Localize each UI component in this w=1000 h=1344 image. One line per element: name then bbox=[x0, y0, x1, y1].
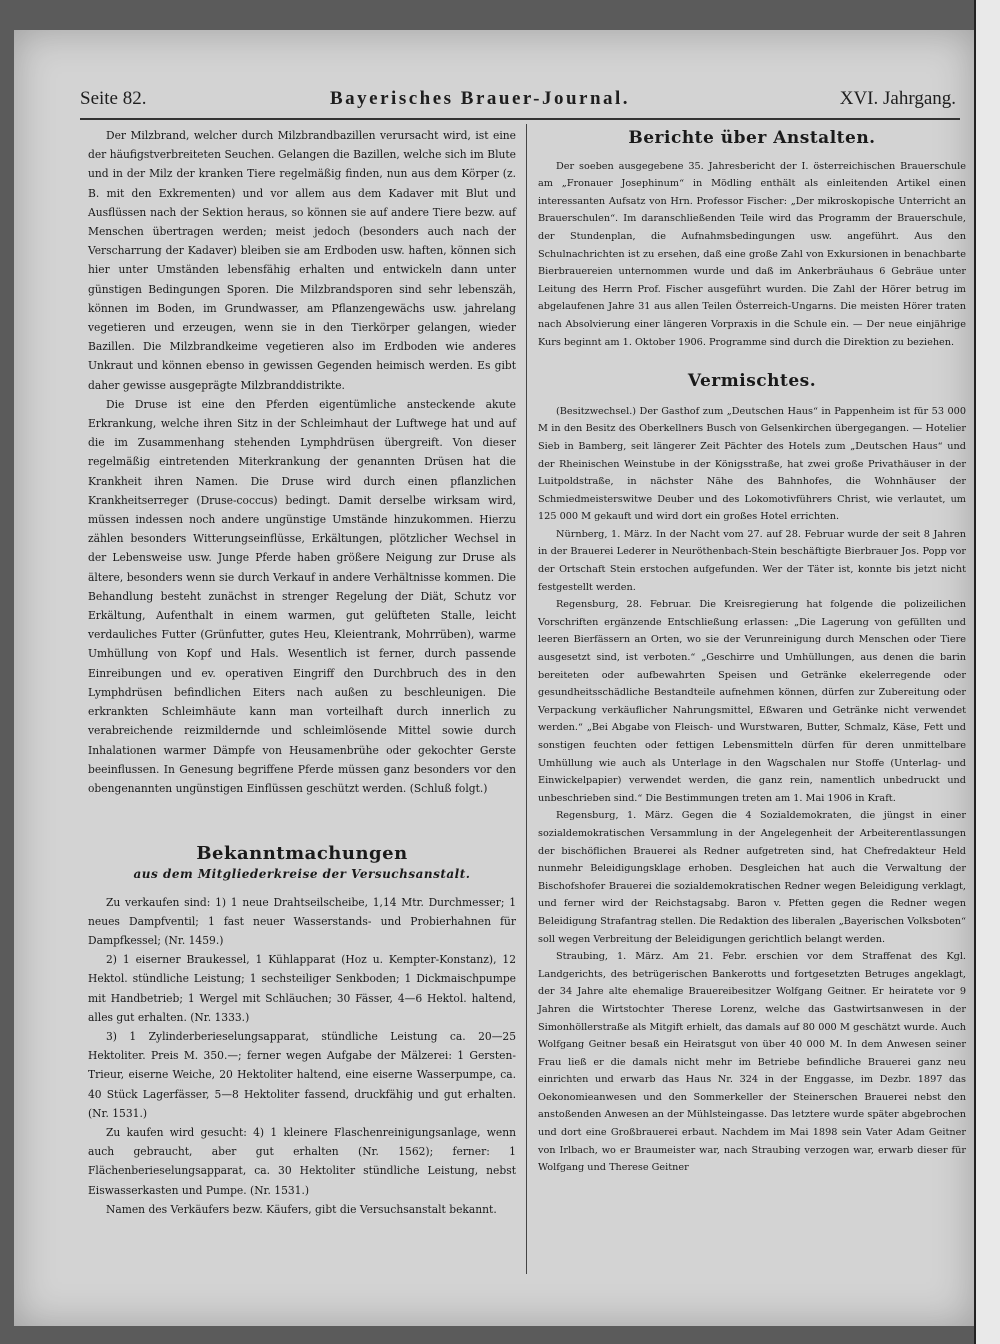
notice-item: Zu verkaufen sind: 1) 1 neue Drahtseilscheibe, 1,14 Mtr. Durchmesser; 1 neues Dampfventil; 1 fast neuer Wasserstands- und Probierhahnen für Dampfkessel; (Nr. 1459.) bbox=[88, 895, 516, 947]
article-paragraph: Die Druse ist eine den Pferden eigentümliche ansteckende akute Erkrankung, welche ihren Sitz in der Schleimhaut der Luftwege hat und auf die im Zusammenhang stehenden Lymphdrüsen übergreift. Von dieser regelmäßig eintretenden Miterkrankung der genannten Drüsen hat die Krankheit ihren Namen. Die Druse wird durch einen pflanzlichen Krankheitserreger (Druse-coccus) bedingt. Damit derselbe wirksam wird, müssen indessen noch andere ungünstige Umstände hinzukommen. Hierzu zählen besonders Witterungseinflüsse, Erkältungen, plötzlicher Wechsel in der Lebensweise usw. Junge Pferde haben größere Neigung zur Druse als ältere, besonders wenn sie durch Verkauf in andere Verhältnisse kommen. Die Behandlung besteht zunächst in strenger Regelung der Diät, Schutz vor Erkältung, Aufenthalt in einem warmen, gut gelüfteten Stalle, leicht verdauliches Futter (Grünfutter, gutes Heu, Kleientrank, Mohrrüben), warme Umhüllung von Kopf und Hals. Wesentlich ist ferner, durch passende Einreibungen und ev. operativen Eingriff den Durchbruch des in den Lymphdrüsen befindlichen Eiters nach außen zu beschleunigen. Die erkrankten Schleimhäute kann man vorteilhaft durch innerlich zu verabreichende reizmildernde und schleimlösende Mittel sowie durch Inhalationen warmer Dämpfe von Heusamenbrühe oder gekochter Gerste beeinflussen. In Genesung begriffene Pferde müssen ganz besonders vor den obengenannten ungünstigen Einflüssen geschützt werden. (Schluß folgt.) bbox=[88, 397, 516, 795]
left-column bbox=[88, 126, 516, 1219]
reports-heading: Berichte über Anstalten. bbox=[628, 128, 876, 148]
header-rule bbox=[80, 118, 960, 120]
misc-item: (Besitzwechsel.) Der Gasthof zum „Deutschen Haus“ in Pappenheim ist für 53 000 M in den Besitz des Oberkellners Busch von Gelsenkirchen übergegangen. — Hotelier Sieb in Bamberg, seit längerer Zeit Pächter des Hotels zum „Deutschen Haus“ und der Rheinischen Weinstube in der Königsstraße, hat zwei große Privathäuser in der Luitpoldstraße, in nächster Nähe des Bahnhofes, die Wohnhäuser der Schmiedmeisterswitwe Deuber und des Lokomotivführers Christ, wie verlautet, um 125 000 M gekauft und wird dort ein großes Hotel errichten. bbox=[538, 405, 966, 523]
misc-item: Regensburg, 28. Februar. Die Kreisregierung hat folgende die polizeilichen Vorschriften ergänzende Entschließung erlassen: „Die Lagerung von gefüllten und leeren Bierfässern an Orten, wo sie der Verunreinigung durch Menschen oder Tiere ausgesetzt sind, ist verboten.“ „Geschirre und Umhüllungen, aus denen die barin bereiteten oder aufbewahrten Speisen und Getränke ekelerregende oder gesundheitsschädliche Bestandteile aufnehmen können, dürfen zur Zubereitung oder Verpackung verkäuflicher Nahrungsmittel, Eßwaren und Getränke nicht verwendet werden.“ „Bei Abgabe von Fleisch- und Wurstwaren, Butter, Schmalz, Käse, Fett und sonstigen feuchten oder fettigen Lebensmitteln dürfen für deren unmittelbare Umhüllung wie auch als Unterlage in den Wagschalen nur Stoffe (Unterlag- und Einwickelpapier) verwendet werden, die ganz rein, namentlich unbedruckt und unbeschrieben sind.“ Die Bestimmungen treten am 1. Mai 1906 in Kraft. bbox=[538, 599, 966, 804]
volume-label: XVI. Jahrgang. bbox=[839, 88, 956, 109]
notices-heading: Bekanntmachungen bbox=[196, 843, 408, 865]
column-divider bbox=[526, 124, 527, 1274]
misc-item: Nürnberg, 1. März. In der Nacht vom 27. auf 28. Februar wurde der seit 8 Jahren in der Brauerei Lederer in Neuröthenbach-Stein beschäftigte Bierbrauer Jos. Popp vor der Ortschaft Stein erstochen aufgefunden. Wer der Täter ist, konnte bis jetzt nicht festgestellt werden. bbox=[538, 528, 966, 593]
misc-heading: Vermischtes. bbox=[687, 371, 817, 392]
adjacent-page-edge bbox=[974, 0, 1000, 1344]
article-paragraph: Der Milzbrand, welcher durch Milzbrandbazillen verursacht wird, ist eine der häufigstverbreiteten Seuchen. Gelangen die Bazillen, welche sich im Blute und in der Milz der kranken Tiere regelmäßig finden, nun aus dem Körper (z. B. mit den Exkrementen) und vor allem aus dem Kadaver mit Blut und Ausflüssen nach der Sektion heraus, so können sie auf andere Tiere bezw. auf Menschen übertragen werden; meist jedoch (besonders auch nach der Verscharrung der Kadaver) bleiben sie am Erdboden usw. haften, können sich hier unter Umständen lebensfähig erhalten und entwickeln dann unter günstigen Bedingungen Sporen. Die Milzbrandsporen sind sehr lebenszäh, können im Boden, im Grundwasser, am Pflanzengewächs usw. jahrelang vegetieren und erzeugen, wenn sie in den Tierkörper gelangen, wieder Bazillen. Die Milzbrandkeime vegetieren also im Erdboden wie anderes Unkraut und können ebenso in gewissen Gegenden heimisch werden. Es gibt daher gewisse ausgeprägte Milzbranddistrikte. bbox=[88, 129, 516, 392]
misc-item: Straubing, 1. März. Am 21. Febr. erschien vor dem Straffenat des Kgl. Landgerichts, des betrügerischen Bankerotts und fortgesetzten Betruges angeklagt, der 34 Jahre alte ehemalige Brauereibesitzer Wolfgang Geitner. Er heiratete vor 9 Jahren die Wirtstochter Therese Lorenz, welche das Gastwirtsanwesen in der Simonhöllerstraße als Mitgift erhielt, das damals auf 80 000 M geschätzt wurde. Auch Wolfgang Geitner besaß ein Heiratsgut von über 40 000 M. In dem Anwesen seiner Frau ließ er die damals nicht mehr im Betriebe befindliche Brauerei ganz neu einrichten und erwarb das Haus Nr. 324 in der Enggasse, im Dezbr. 1897 das Oekonomieanwesen und den Sommerkeller der Steinerschen Brauerei nebst den anstoßenden Anwesen an der Mühlsteingasse. Das letztere wurde später abgebrochen und dort eine Großbrauerei erbaut. Nachdem im Mai 1898 sein Vater Adam Geitner von Irlbach, wo er Braumeister war, nach Straubing verzogen war, erwarb dieser für Wolfgang und Therese Geitner bbox=[538, 951, 966, 1174]
journal-title: Bayerisches Brauer-Journal. bbox=[330, 88, 631, 109]
notice-item: Namen des Verkäufers bezw. Käufers, gibt die Versuchsanstalt bekannt. bbox=[106, 1202, 497, 1216]
notice-item: 2) 1 eiserner Braukessel, 1 Kühlapparat (Hoz u. Kempter-Konstanz), 12 Hektol. stündliche Leistung; 1 sechsteiliger Senkboden; 1 Dickmaischpumpe mit Handbetrieb; 1 Wergel mit Schläuchen; 30 Fässer, 4—6 Hektol. haltend, alles gut erhalten. (Nr. 1333.) bbox=[88, 953, 516, 1024]
reports-paragraph: Der soeben ausgegebene 35. Jahresbericht der I. österreichischen Brauerschule am „Fronauer Josephinum“ in Mödling enthält als einleitenden Artikel einen interessanten Aufsatz von Hrn. Professor Fischer: „Der mikroskopische Unterricht an Brauerschulen“. Im daranschließenden Teile wird das Programm der Brauerschule, der Stundenplan, die Aufnahmsbedingungen usw. angeführt. Aus den Schulnachrichten ist zu ersehen, daß eine große Zahl von Exkursionen in benachbarte Bierbrauereien unternommen wurde und daß im Ankerbräuhaus 6 Gebräue unter Leitung des Herrn Prof. Fischer ausgeführt wurden. Die Zahl der Hörer betrug im abgelaufenen Jahre 31 aus allen Teilen Österreich-Ungarns. Die meisten Hörer traten nach Absolvierung einer längeren Vorpraxis in die Schule ein. — Der neue einjährige Kurs beginnt am 1. Oktober 1906. Programme sind durch die Direktion zu beziehen. bbox=[538, 160, 966, 348]
notice-item: 3) 1 Zylinderberieselungsapparat, stündliche Leistung ca. 20—25 Hektoliter. Preis M. 350.—; ferner wegen Aufgabe der Mälzerei: 1 Gersten-Trieur, eiserne Weiche, 20 Hektoliter haltend, eine eiserne Wasserpumpe, ca. 40 Stück Lagerfässer, 5—8 Hektoliter fassend, druckfähig und gut erhalten. (Nr. 1531.) bbox=[88, 1029, 516, 1120]
right-column bbox=[538, 126, 966, 1177]
page-header bbox=[80, 88, 960, 118]
page-number: Seite 82. bbox=[80, 88, 147, 109]
notice-item: Zu kaufen wird gesucht: 4) 1 kleinere Flaschenreinigungsanlage, wenn auch gebraucht, aber gut erhalten (Nr. 1562); ferner: 1 Flächenberieselungsapparat, ca. 30 Hektoliter stündliche Leistung, nebst Eiswasserkasten und Pumpe. (Nr. 1531.) bbox=[88, 1125, 516, 1197]
notices-subheading: aus dem Mitgliederkreise der Versuchsanstalt. bbox=[133, 867, 471, 882]
misc-item: Regensburg, 1. März. Gegen die 4 Sozialdemokraten, die jüngst in einer sozialdemokratischen Versammlung in der Angelegenheit der Arbeiterentlassungen der bischöflichen Brauerei als Redner aufgetreten sind, hat Chefredakteur Held nunmehr Beleidigungsklage erhoben. Desgleichen hat auch die Verwaltung der Bischofshofer Brauerei die sozialdemokratischen Redner wegen Beleidigung verklagt, und ferner wird der Reichstagsabg. Baron v. Pfetten gegen die Redner wegen Beleidigung Strafantrag stellen. Die Redaktion des liberalen „Bayerischen Volksboten“ soll wegen Verbreitung der Beleidigungen gerichtlich belangt werden. bbox=[538, 810, 966, 945]
